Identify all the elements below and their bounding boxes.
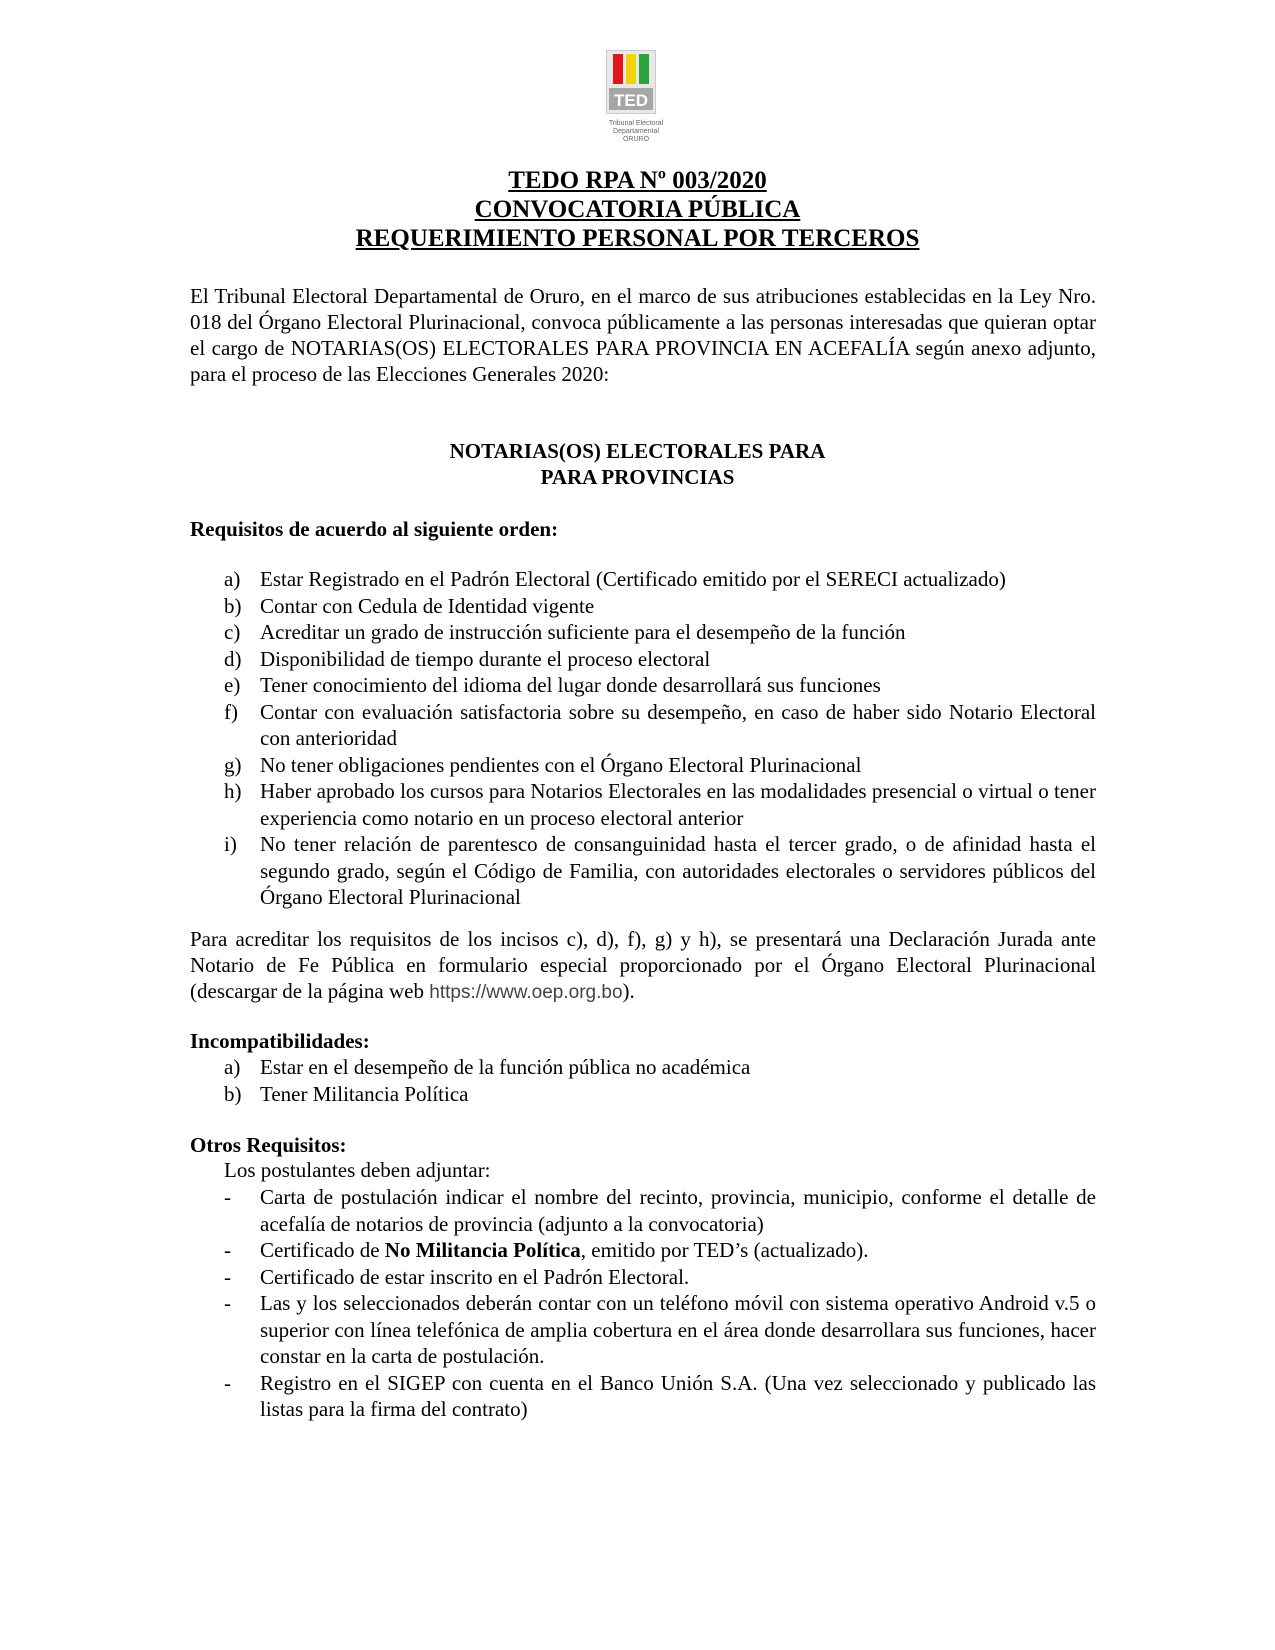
ted-logo-icon (606, 50, 656, 114)
dash-marker: - (224, 1185, 231, 1209)
list-marker: i) (224, 832, 237, 856)
list-marker: b) (224, 1081, 242, 1106)
list-item-text: Carta de postulación indicar el nombre del recinto, provincia, municipio, conforme el detalle de acefalía de notarios de provincia (adjunto a la convocatoria) (260, 1185, 1096, 1236)
document-subtitle: REQUERIMIENTO PERSONAL POR TERCEROS (355, 225, 920, 252)
dash-marker: - (224, 1291, 231, 1315)
list-item (224, 566, 1096, 593)
incompatibilidades-heading: Incompatibilidades: (190, 1029, 370, 1053)
list-item (224, 619, 1096, 646)
list-item (224, 1290, 1096, 1370)
list-item-text: No tener relación de parentesco de consanguinidad hasta el tercer grado, o de afinidad hasta el segundo grado, según el Código de Familia, con autoridades electorales o servidores públicos del Órgano Electoral Plurinacional (260, 832, 1096, 909)
acreditar-paragraph (190, 926, 1096, 1006)
list-item (224, 1081, 1096, 1108)
dash-marker: - (224, 1370, 231, 1395)
list-item-text: Haber aprobado los cursos para Notarios Electorales en las modalidades presencial o virtual o tener experiencia como notario en un proceso electoral anterior (260, 779, 1096, 830)
list-item-text: Estar Registrado en el Padrón Electoral (Certificado emitido por el SERECI actualizado) (260, 567, 1006, 591)
list-item-text: Acreditar un grado de instrucción suficiente para el desempeño de la función (260, 620, 906, 644)
oep-website-link[interactable]: https://www.oep.org.bo (429, 982, 623, 1003)
list-item (224, 831, 1096, 911)
list-item-text: Estar en el desempeño de la función pública no académica (260, 1055, 751, 1079)
dash-marker: - (224, 1238, 231, 1262)
list-item (224, 672, 1096, 699)
list-item (224, 646, 1096, 673)
list-marker: e) (224, 673, 241, 697)
requisitos-list (224, 566, 1096, 911)
list-marker: a) (224, 567, 241, 591)
intro-paragraph: El Tribunal Electoral Departamental de Oruro, en el marco de sus atribuciones establecidas en la Ley Nro. 018 del Órgano Electoral Plurinacional, convoca públicamente a las personas interesadas que quieran optar el cargo de NOTARIAS(OS) ELECTORALES PARA PROVINCIA EN ACEFALÍA según anexo adjunto, para el proceso de las Elecciones Generales 2020: (190, 284, 1096, 386)
list-item (224, 1054, 1096, 1081)
list-item (224, 778, 1096, 831)
document-number: TEDO RPA Nº 003/2020 (508, 167, 767, 194)
list-marker: d) (224, 646, 242, 671)
list-item-text: Registro en el SIGEP con cuenta en el Banco Unión S.A. (Una vez seleccionado y publicado las listas para la firma del contrato) (260, 1370, 1096, 1421)
incompatibilidades-list (224, 1054, 1096, 1107)
list-item-text: Tener Militancia Política (260, 1081, 469, 1106)
list-item (224, 1184, 1096, 1237)
list-marker: c) (224, 620, 241, 644)
logo-city: ORURO (622, 136, 650, 143)
requisitos-heading: Requisitos de acuerdo al siguiente orden: (190, 517, 559, 541)
section-title-line-2: PARA PROVINCIAS (540, 465, 735, 489)
acreditar-text: Para acreditar los requisitos de los incisos c), d), f), g) y h), se presentará una Declaración Jurada ante Notario de Fe Pública en formulario especial proporcionado por el Órgano Electoral Plurinacional (descargar de la página web (190, 927, 1096, 1003)
list-item-text-bold: No Militancia Política (384, 1238, 581, 1262)
otros-requisitos-intro: Los postulantes deben adjuntar: (224, 1158, 491, 1182)
list-item (224, 699, 1096, 752)
list-item-text-post: , emitido por TED’s (actualizado). (580, 1238, 869, 1262)
list-item-text: Disponibilidad de tiempo durante el proceso electoral (260, 646, 711, 671)
logo-acronym: TED (614, 91, 648, 110)
list-item-text: Contar con evaluación satisfactoria sobre su desempeño, en caso de haber sido Notario Electoral con anterioridad (260, 699, 1096, 750)
list-marker: a) (224, 1055, 241, 1079)
list-item-text-pre: Certificado de (260, 1238, 385, 1262)
logo-subtitle: Tribunal Electoral Departamental (608, 120, 664, 135)
otros-requisitos-list (224, 1184, 1096, 1423)
list-item (224, 752, 1096, 779)
list-marker: h) (224, 779, 242, 803)
list-item-text: Tener conocimiento del idioma del lugar donde desarrollará sus funciones (260, 673, 881, 697)
otros-requisitos-heading: Otros Requisitos: (190, 1133, 347, 1157)
list-item (224, 593, 1096, 620)
list-item-text: Certificado de estar inscrito en el Padrón Electoral. (260, 1264, 690, 1289)
list-item (224, 1264, 1096, 1291)
list-item-text: No tener obligaciones pendientes con el Órgano Electoral Plurinacional (260, 752, 862, 777)
section-title-line-1: NOTARIAS(OS) ELECTORALES PARA (449, 439, 826, 463)
list-item (224, 1237, 1096, 1264)
list-item (224, 1370, 1096, 1423)
list-marker: g) (224, 752, 242, 777)
list-marker: f) (224, 699, 238, 724)
document-title: CONVOCATORIA PÚBLICA (474, 196, 801, 223)
acreditar-close: ). (622, 979, 635, 1003)
dash-marker: - (224, 1264, 231, 1289)
list-item-text: Contar con Cedula de Identidad vigente (260, 593, 595, 618)
list-marker: b) (224, 593, 242, 618)
list-item-text: Las y los seleccionados deberán contar con un teléfono móvil con sistema operativo Android v.5 o superior con línea telefónica de amplia cobertura en el área donde desarrollara sus funciones, hacer constar en la carta de postulación. (260, 1291, 1096, 1368)
